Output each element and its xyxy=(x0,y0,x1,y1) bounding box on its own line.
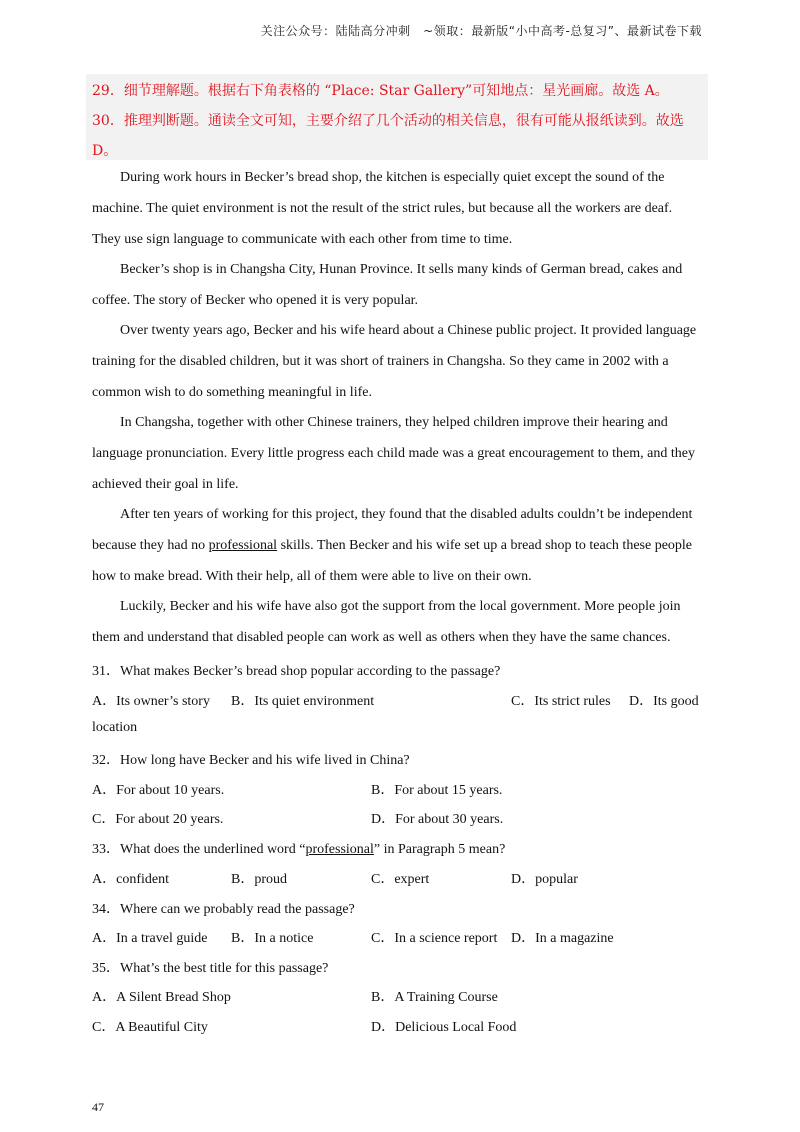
q32-option-c: C．For about 20 years. xyxy=(92,812,224,827)
q31-option-a: A．Its owner’s story xyxy=(92,694,210,709)
q35-option-b: B．A Training Course xyxy=(371,990,498,1005)
q32-option-b: B．For about 15 years. xyxy=(371,783,503,798)
stem-text: ” in Paragraph 5 mean? xyxy=(373,842,506,857)
q33-option-d: D．popular xyxy=(511,872,578,887)
question-33-stem xyxy=(92,838,505,858)
q35-option-c: C．A Beautiful City xyxy=(92,1020,208,1035)
answer-29: 29．细节理解题。根据右下角表格的 “Place: Star Gallery”可知地点：星光画廊。故选 A。 xyxy=(92,83,669,99)
passage-text: because they had no xyxy=(92,538,209,553)
passage-line: Becker’s shop is in Changsha City, Hunan Province. It sells many kinds of German bread, cakes and xyxy=(120,262,683,277)
passage-line: In Changsha, together with other Chinese trainers, they helped children improve their hearing and xyxy=(120,415,668,430)
underlined-word: professional xyxy=(305,842,374,857)
stem-text: 33．What does the underlined word “ xyxy=(92,842,306,857)
q34-option-a: A．In a travel guide xyxy=(92,931,208,946)
passage-line: training for the disabled children, but it was short of trainers in Changsha. So they came in 2002 with a xyxy=(92,354,669,369)
question-32-stem: 32．How long have Becker and his wife lived in China? xyxy=(92,753,410,768)
q34-option-b: B．In a notice xyxy=(231,931,314,946)
question-34-stem: 34．Where can we probably read the passage? xyxy=(92,902,355,917)
passage-line: common wish to do something meaningful in life. xyxy=(92,385,372,400)
q33-option-c: C．expert xyxy=(371,872,430,887)
q31-option-d: D．Its good xyxy=(629,694,699,709)
passage-line: machine. The quiet environment is not the result of the strict rules, but because all the workers are deaf. xyxy=(92,201,673,216)
passage-line: coffee. The story of Becker who opened it is very popular. xyxy=(92,293,419,308)
passage-line xyxy=(92,538,692,554)
passage-text: skills. Then Becker and his wife set up a bread shop to teach these people xyxy=(280,538,693,553)
q32-option-a: A．For about 10 years. xyxy=(92,783,225,798)
passage-line: Over twenty years ago, Becker and his wife heard about a Chinese public project. It provided language xyxy=(120,323,697,338)
q31-option-c: C．Its strict rules xyxy=(511,694,611,709)
question-31-stem: 31．What makes Becker’s bread shop popular according to the passage? xyxy=(92,664,501,679)
underlined-word: professional xyxy=(208,538,278,553)
answer-30-line2: D。 xyxy=(92,143,118,159)
passage-line: During work hours in Becker’s bread shop, the kitchen is especially quiet except the sound of the xyxy=(120,170,665,185)
passage-line: After ten years of working for this project, they found that the disabled adults couldn’t be independent xyxy=(120,507,693,522)
q33-option-a: A．confident xyxy=(92,872,169,887)
passage-line: They use sign language to communicate with each other from time to time. xyxy=(92,232,513,247)
page-header: 关注公众号：陆陆高分冲刺 ~领取：最新版“小中高考-总复习”、最新试卷下载 xyxy=(260,24,702,38)
answer-30-line1: 30．推理判断题。通读全文可知，主要介绍了几个活动的相关信息，很有可能从报纸读到。故选 xyxy=(92,113,684,129)
passage-line: how to make bread. With their help, all of them were able to live on their own. xyxy=(92,569,532,584)
passage-line: them and understand that disabled people can work as well as others when they have the same chances. xyxy=(92,630,671,645)
q31-option-d-cont: location xyxy=(92,720,138,735)
q34-option-d: D．In a magazine xyxy=(511,931,614,946)
passage-line: achieved their goal in life. xyxy=(92,477,239,492)
q32-option-d: D．For about 30 years. xyxy=(371,812,504,827)
page-number: 47 xyxy=(92,1100,104,1114)
q33-option-b: B．proud xyxy=(231,872,287,887)
q34-option-c: C．In a science report xyxy=(371,931,498,946)
q31-option-b: B．Its quiet environment xyxy=(231,694,375,709)
passage-line: language pronunciation. Every little progress each child made was a great encouragement to them, and they xyxy=(92,446,695,461)
q35-option-d: D．Delicious Local Food xyxy=(371,1020,517,1035)
question-35-stem: 35．What’s the best title for this passage? xyxy=(92,961,329,976)
passage-line: Luckily, Becker and his wife have also got the support from the local government. More people join xyxy=(120,599,681,614)
q35-option-a: A．A Silent Bread Shop xyxy=(92,990,231,1005)
